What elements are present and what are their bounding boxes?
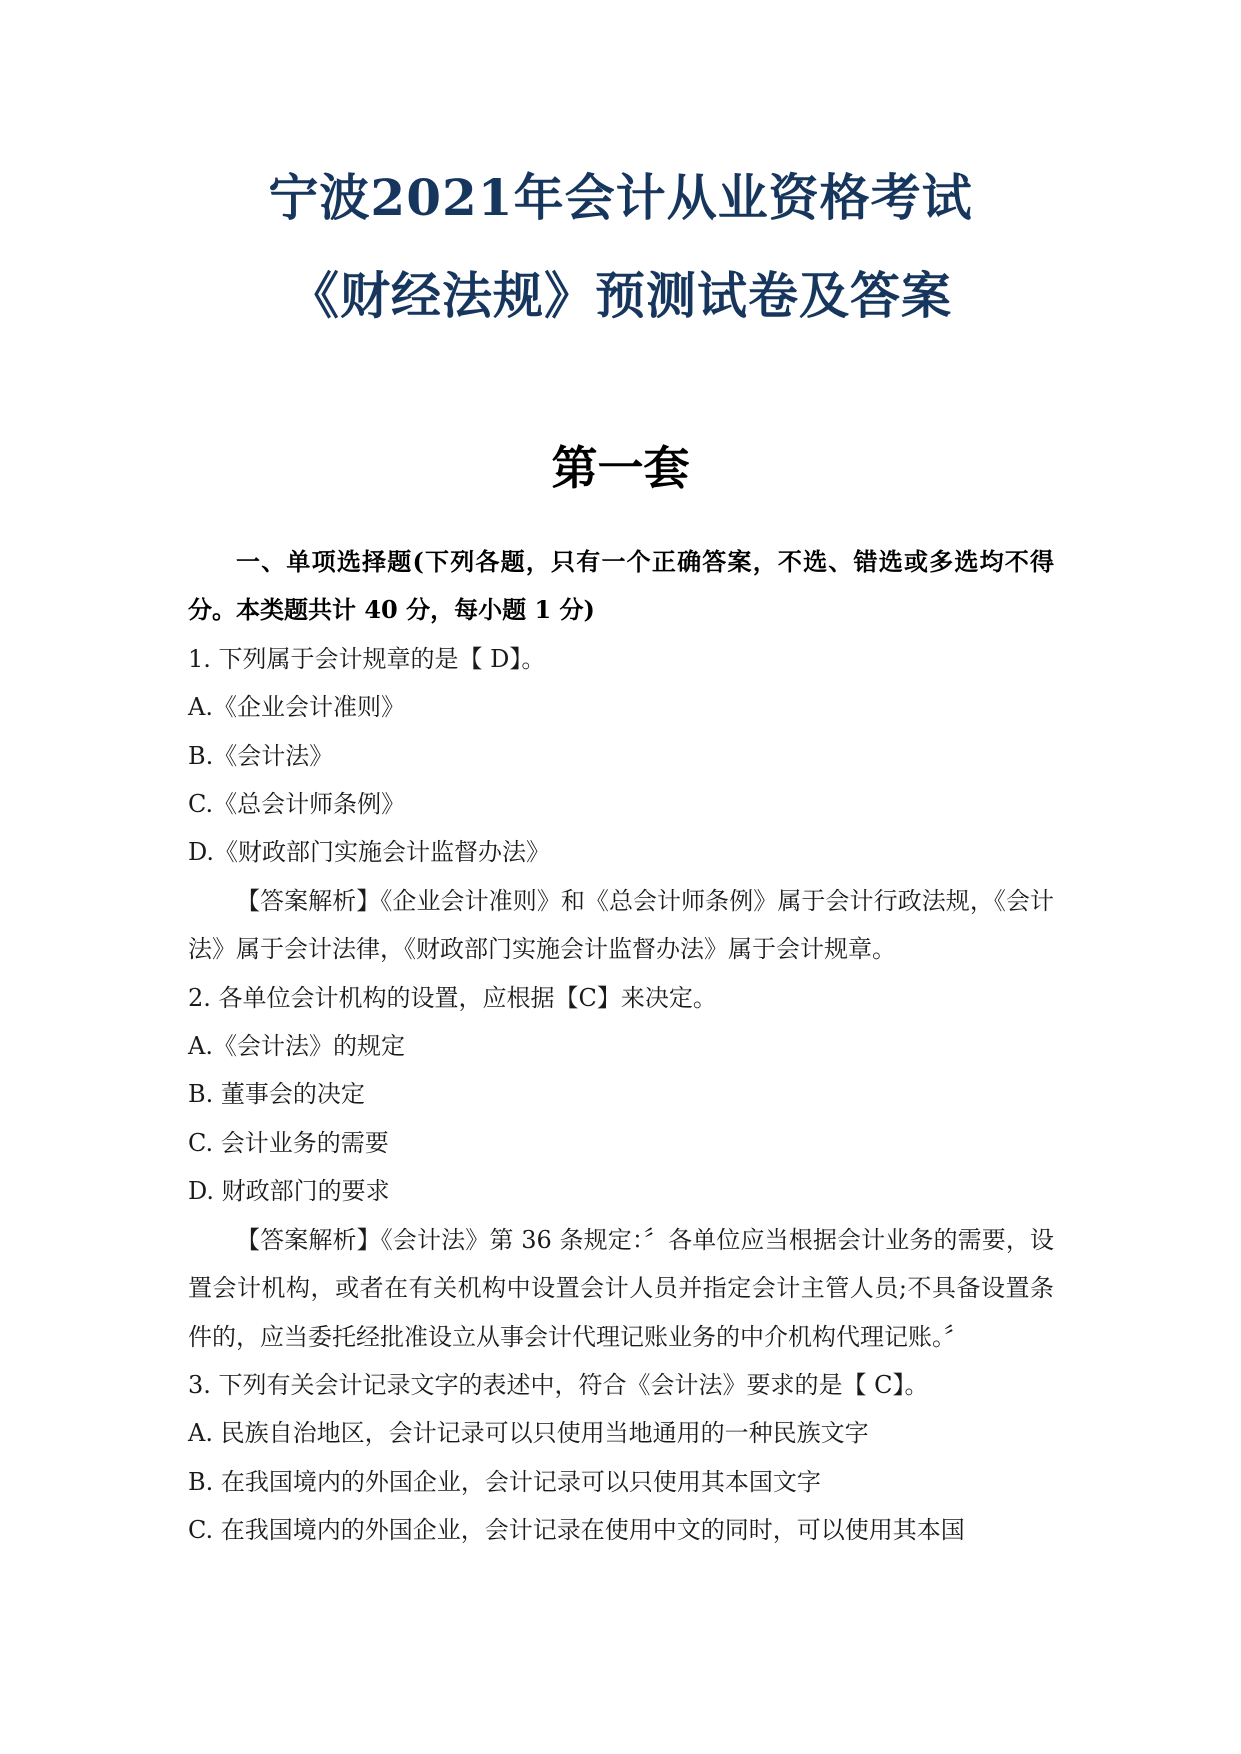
document-title-line-2: 《财经法规》预测试卷及答案 xyxy=(289,266,952,325)
document-body xyxy=(188,538,1054,1555)
answer-option: A.《企业会计准则》 xyxy=(188,693,405,722)
answer-option: C.《总会计师条例》 xyxy=(188,790,406,819)
section-heading: 第一套 xyxy=(551,441,690,495)
answer-option: D.《财政部门实施会计监督办法》 xyxy=(188,838,551,867)
question-stem: 1. 下列属于会计规章的是【 D】。 xyxy=(188,644,546,673)
answer-option: B. 在我国境内的外国企业，会计记录可以只使用其本国文字 xyxy=(188,1467,821,1496)
question-stem: 2. 各单位会计机构的设置，应根据【C】来决定。 xyxy=(188,983,717,1012)
answer-option: B. 董事会的决定 xyxy=(188,1080,365,1109)
answer-option: D. 财政部门的要求 xyxy=(188,1177,390,1206)
answer-analysis: 【答案解析】《会计法》第 36 条规定：〞各单位应当根据会计业务的需要，设置会计机构，或者在有关机构中设置会计人员并指定会计主管人员;不具备设置条件的，应当委托经批准设立从事会计代理记账业务的中介机构代理记账。〞 xyxy=(188,1225,1054,1351)
document-title-line-1: 宁波2021年会计从业资格考试 xyxy=(268,168,973,227)
answer-option: B.《会计法》 xyxy=(188,741,334,770)
answer-option: A.《会计法》的规定 xyxy=(188,1032,405,1061)
answer-option: A. 民族自治地区，会计记录可以只使用当地通用的一种民族文字 xyxy=(188,1419,869,1448)
question-instruction: 一、单项选择题(下列各题，只有一个正确答案，不选、错选或多选均不得分。本类题共计 40 分，每小题 1 分) xyxy=(188,547,1054,625)
answer-option: C. 在我国境内的外国企业，会计记录在使用中文的同时，可以使用其本国 xyxy=(188,1516,965,1545)
question-stem: 3. 下列有关会计记录文字的表述中，符合《会计法》要求的是【 C】。 xyxy=(188,1370,929,1399)
answer-analysis: 【答案解析】《企业会计准则》和《总会计师条例》属于会计行政法规，《会计法》属于会计法律，《财政部门实施会计监督办法》属于会计规章。 xyxy=(188,886,1054,964)
answer-option: C. 会计业务的需要 xyxy=(188,1128,389,1157)
